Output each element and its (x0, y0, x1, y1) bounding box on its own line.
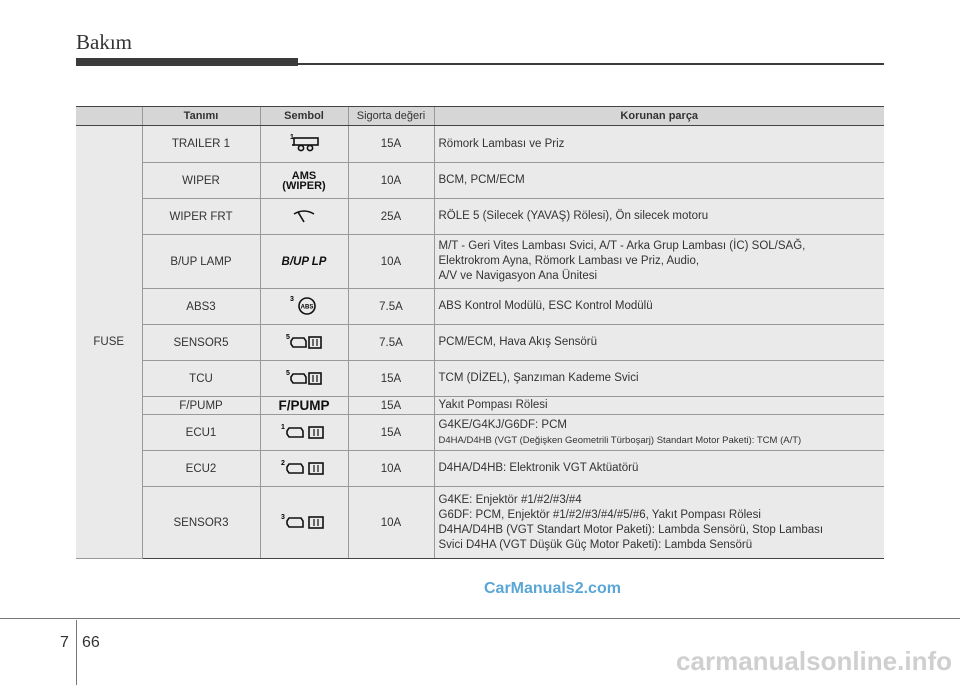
header-symbol: Sembol (260, 107, 348, 126)
fuse-symbol (260, 199, 348, 235)
fuel-pump-icon: F/PUMP (278, 397, 330, 413)
fuse-symbol (260, 126, 348, 163)
footer-rule (0, 618, 960, 619)
fuse-protected: Yakıt Pompası Rölesi (434, 397, 884, 415)
svg-text:3: 3 (281, 513, 285, 521)
engine-ecu-icon (279, 420, 329, 444)
fuse-protected: TCM (DİZEL), Şanzıman Kademe Svici (434, 361, 884, 397)
fuse-name: F/PUMP (142, 397, 260, 415)
fuse-symbol (260, 361, 348, 397)
fuse-protected: PCM/ECM, Hava Akış Sensörü (434, 325, 884, 361)
header-rule (76, 63, 884, 65)
watermark-link[interactable]: CarManuals2.com (484, 580, 621, 597)
header-empty (76, 107, 142, 126)
fuse-name: TCU (142, 361, 260, 397)
engine-ecu-icon (279, 510, 329, 534)
table-row (76, 415, 884, 451)
fuse-rating: 10A (348, 235, 434, 289)
fuse-rating: 25A (348, 199, 434, 235)
fuse-table (76, 106, 884, 559)
watermark-bottom: carmanualsonline.info (676, 646, 952, 676)
fuse-name: WIPER FRT (142, 199, 260, 235)
footer-divider (76, 620, 77, 685)
fuse-name: ABS3 (142, 289, 260, 325)
fuse-protected: G4KE/G4KJ/G6DF: PCM D4HA/D4HB (VGT (Değişken Geometrili Türboşarj) Standart Motor Paketi): TCM (A/T) (434, 415, 884, 451)
svg-text:5: 5 (286, 333, 290, 341)
fuse-rating: 10A (348, 163, 434, 199)
fuse-rating: 10A (348, 451, 434, 487)
fuse-name: ECU1 (142, 415, 260, 451)
trailer-icon (284, 131, 324, 155)
table-row (76, 163, 884, 199)
table-row (76, 289, 884, 325)
abs-icon (286, 293, 322, 317)
chapter-number: 7 (60, 634, 69, 651)
fuse-symbol (260, 415, 348, 451)
table-row (76, 361, 884, 397)
fuse-symbol (260, 397, 348, 415)
fuse-protected: G4KE: Enjektör #1/#2/#3/#4 G6DF: PCM, Enjektör #1/#2/#3/#4/#5/#6, Yakıt Pompası Rölesi D4HA/D4HB (VGT Standart Motor Paketi): Lambda Sensörü, Stop Lambası Svici D4HA (VGT Düşük Güç Motor Paketi): Lambda Sensörü (434, 487, 884, 559)
fuse-rating: 15A (348, 397, 434, 415)
table-header-row (76, 107, 884, 126)
wiper-icon (289, 204, 319, 228)
fuse-symbol (260, 487, 348, 559)
fuse-symbol (260, 451, 348, 487)
fuse-protected: Römork Lambası ve Priz (434, 126, 884, 163)
fuse-protected: RÖLE 5 (Silecek (YAVAŞ) Rölesi), Ön silecek motoru (434, 199, 884, 235)
engine-ecu-icon (284, 330, 324, 354)
fuse-rating: 7.5A (348, 325, 434, 361)
fuse-name: WIPER (142, 163, 260, 199)
fuse-symbol (260, 325, 348, 361)
table-row (76, 487, 884, 559)
fuse-name: SENSOR3 (142, 487, 260, 559)
fuse-name: ECU2 (142, 451, 260, 487)
table-row (76, 451, 884, 487)
fuse-protected: M/T - Geri Vites Lambası Svici, A/T - Arka Grup Lambası (İC) SOL/SAĞ, Elektrokrom Ayna, Römork Lambası ve Priz, Audio, A/V ve Navigasyon Ana Ünitesi (434, 235, 884, 289)
fuse-protected: D4HA/D4HB: Elektronik VGT Aktüatörü (434, 451, 884, 487)
fuse-type-cell: FUSE (76, 126, 142, 559)
fuse-rating: 15A (348, 415, 434, 451)
svg-text:1: 1 (290, 134, 294, 141)
backup-lamp-icon: B/UP LP (281, 255, 327, 268)
svg-text:ABS: ABS (300, 304, 314, 311)
ams-wiper-icon: AMS (WIPER) (282, 169, 326, 192)
fuse-rating: 15A (348, 361, 434, 397)
table-row (76, 325, 884, 361)
fuse-name: B/UP LAMP (142, 235, 260, 289)
fuse-symbol (260, 235, 348, 289)
table-row (76, 126, 884, 163)
table-row (76, 397, 884, 415)
table-row (76, 235, 884, 289)
fuse-symbol (260, 163, 348, 199)
header-protected: Korunan parça (434, 107, 884, 126)
fuse-name: TRAILER 1 (142, 126, 260, 163)
header-type: Tanımı (142, 107, 260, 126)
fuse-rating: 15A (348, 126, 434, 163)
page-number: 66 (82, 634, 100, 651)
svg-text:2: 2 (281, 459, 285, 467)
engine-ecu-icon (279, 456, 329, 480)
header-rating: Sigorta değeri (348, 107, 434, 126)
engine-ecu-icon (284, 366, 324, 390)
svg-text:3: 3 (290, 296, 294, 303)
fuse-symbol (260, 289, 348, 325)
fuse-name: SENSOR5 (142, 325, 260, 361)
fuse-protected: ABS Kontrol Modülü, ESC Kontrol Modülü (434, 289, 884, 325)
svg-text:1: 1 (281, 423, 285, 431)
table-row (76, 199, 884, 235)
section-title: Bakım (76, 30, 132, 54)
svg-text:5: 5 (286, 369, 290, 377)
fuse-rating: 10A (348, 487, 434, 559)
fuse-rating: 7.5A (348, 289, 434, 325)
fuse-protected: BCM, PCM/ECM (434, 163, 884, 199)
